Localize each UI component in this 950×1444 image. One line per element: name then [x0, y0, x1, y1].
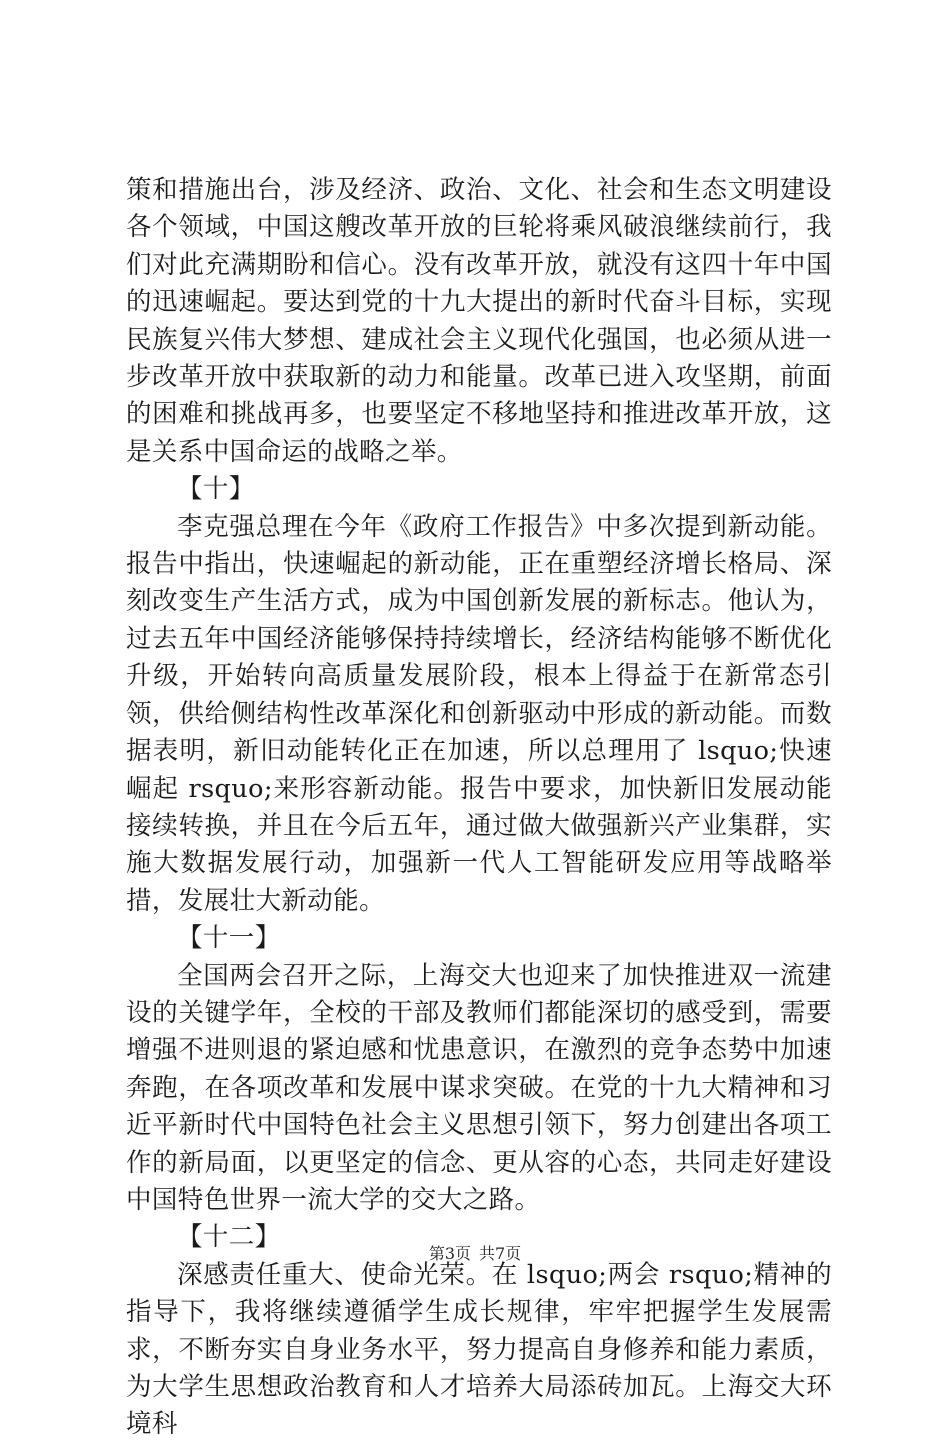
section-heading-10: 【十】 — [177, 474, 255, 505]
section-heading-11: 【十一】 — [177, 923, 281, 954]
page-number: 第3页 — [428, 1244, 471, 1263]
section-heading-12: 【十二】 — [177, 1222, 281, 1253]
paragraph-new-momentum: 李克强总理在今年《政府工作报告》中多次提到新动能。报告中指出，快速崛起的新动能，正在重塑经济增长格局、深刻改变生产生活方式，成为中国创新发展的新标志。他认为，过去五年中国经济能够保持持续增长，经济结构能够不断优化升级，开始转向高质量发展阶段，根本上得益于在新常态引领，供给侧结构性改革深化和创新驱动中形成的新动能。而数据表明，新旧动能转化正在加速，所以总理用了 lsquo;快速崛起 rsquo;来形容新动能。报告中要求，加快新旧发展动能接续转换，并且在今后五年，通过做大做强新兴产业集群，实施大数据发展行动，加强新一代人工智能研发应用等战略举措，发展壮大新动能。 — [126, 511, 832, 916]
paragraph-responsibility: 深感责任重大、使命光荣。在 lsquo;两会 rsquo;精神的指导下，我将继续遵循学生成长规律，牢牢把握学生发展需求，不断夯实自身业务水平，努力提高自身修养和能力素质，为大学生思想政治教育和人才培养大局添砖加瓦。上海交大环境科 — [126, 1259, 832, 1440]
paragraph-continuation: 策和措施出台，涉及经济、政治、文化、社会和生态文明建设各个领域，中国这艘改革开放的巨轮将乘风破浪继续前行，我们对此充满期盼和信心。没有改革开放，就没有这四十年中国的迅速崛起。要达到党的十九大提出的新时代奋斗目标，实现民族复兴伟大梦想、建成社会主义现代化强国，也必须从进一步改革开放中获取新的动力和能量。改革已进入攻坚期，前面的困难和挑战再多，也要坚定不移地坚持和推进改革开放，这是关系中国命运的战略之举。 — [126, 175, 832, 467]
page-footer — [0, 1244, 950, 1264]
paragraph-sjtu-double-first-class: 全国两会召开之际，上海交大也迎来了加快推进双一流建设的关键学年，全校的干部及教师们都能深切的感受到，需要增强不进则退的紧迫感和忧患意识，在激烈的竞争态势中加速奔跑，在各项改革和发展中谋求突破。在党的十九大精神和习近平新时代中国特色社会主义思想引领下，努力创建出各项工作的新局面，以更坚定的信念、更从容的心态，共同走好建设中国特色世界一流大学的交大之路。 — [126, 960, 832, 1215]
page-total: 共7页 — [479, 1244, 522, 1263]
